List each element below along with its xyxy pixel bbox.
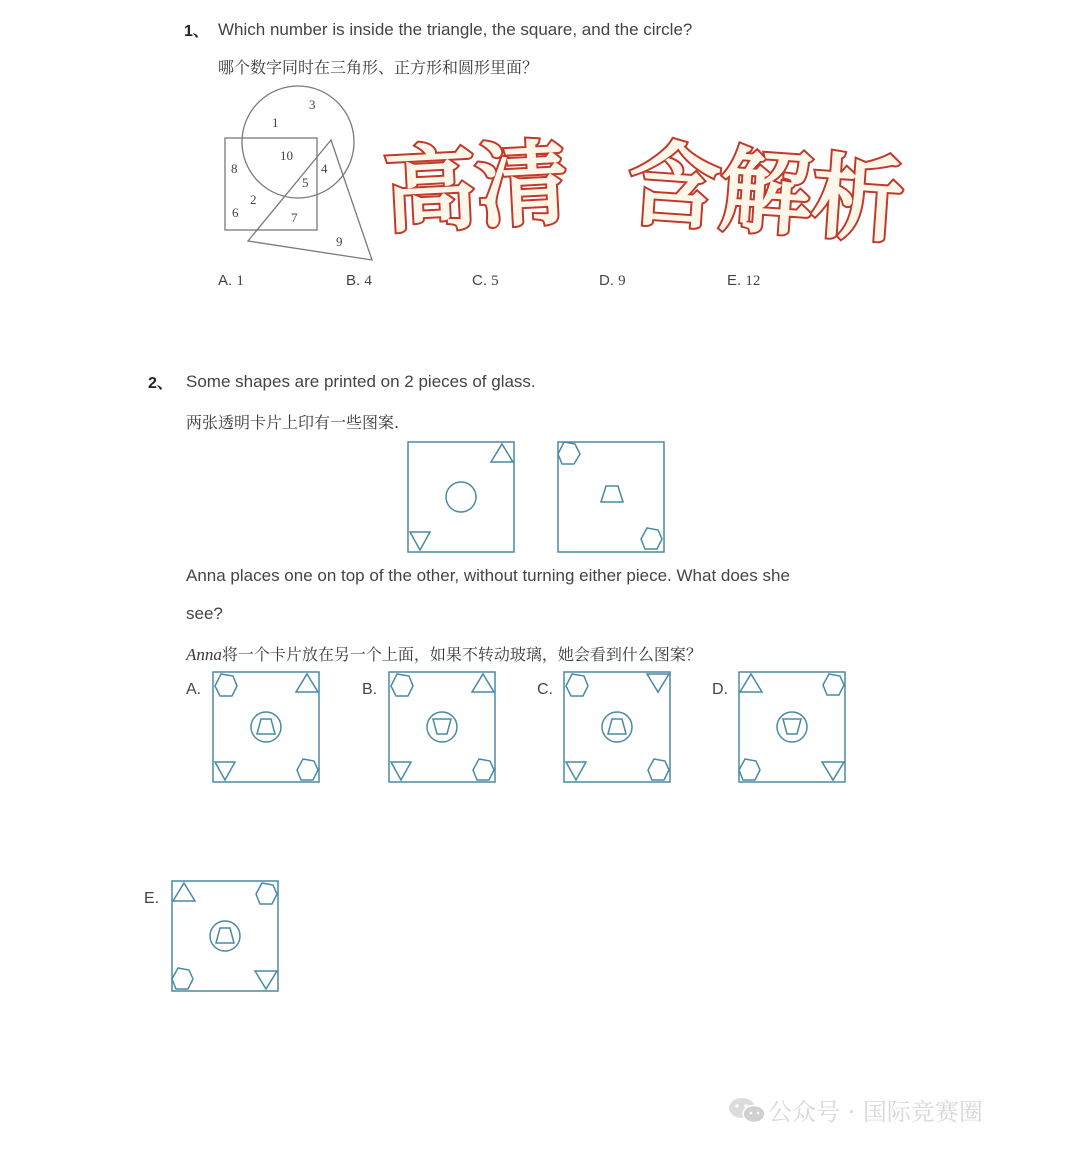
hd-with-solutions-banner [370,95,970,265]
q2-option-c-label: C. [537,681,553,698]
venn-number: 9 [336,234,343,249]
question-1-text-cn: 哪个数字同时在三角形、正方形和圆形里面？ [218,58,539,77]
glass-piece-2 [556,440,666,555]
option-value: 4 [364,273,372,289]
q2-option-b[interactable] [387,670,497,785]
q2-option-e-label: E. [144,890,160,907]
q1-option-a[interactable] [218,272,244,290]
option-letter: B. [346,272,361,289]
venn-number: 5 [302,175,309,190]
glass-piece-1 [406,440,516,555]
q1-option-d[interactable] [599,272,626,290]
question-2-text-cn-2-body: 将一个卡片放在另一个上面，如果不转动玻璃，她会看到什么图案？ [221,645,702,664]
venn-circle [242,86,354,198]
watermark-text: 公众号 · 国际竞赛圈 [768,1098,983,1126]
question-2-text-en-2b: see? [186,604,223,623]
q1-option-e[interactable] [727,272,760,290]
question-2-number: 2、 [148,375,173,392]
venn-triangle [248,140,372,260]
question-2-text-cn-2 [186,642,702,665]
q2-option-c[interactable] [562,670,672,785]
venn-number: 2 [250,192,257,207]
q2-option-d[interactable] [737,670,847,785]
q1-option-b[interactable] [346,272,372,290]
q2-option-a-label: A. [186,681,202,698]
q2-option-b-label: B. [362,681,378,698]
venn-number: 8 [231,161,238,176]
question-1-text-en: Which number is inside the triangle, the square, and the circle? [218,20,693,39]
q2-option-d-label: D. [712,681,728,698]
q2-option-a[interactable] [211,670,321,785]
option-value: 5 [491,273,499,289]
venn-diagram [210,80,390,270]
venn-number: 4 [321,161,328,176]
footer-watermark [726,1092,983,1127]
venn-number: 10 [280,148,293,163]
option-letter: D. [599,272,614,289]
venn-number: 7 [291,210,298,225]
option-value: 12 [745,273,761,289]
q1-option-c[interactable] [472,272,499,290]
venn-number: 3 [309,97,316,112]
banner-text-with-solutions: 含解析 [624,130,908,257]
question-2-text-cn: 两张透明卡片上印有一些图案. [186,413,400,432]
banner-text-hd: 高清 [381,129,572,247]
q2-option-e[interactable] [170,879,280,994]
question-1-number: 1、 [184,23,209,40]
venn-number: 1 [272,115,279,130]
wechat-icon [726,1095,768,1125]
option-letter: C. [472,272,487,289]
option-value: 9 [618,273,626,289]
anna-name: Anna [186,645,222,664]
question-2-text-en: Some shapes are printed on 2 pieces of glass. [186,372,536,391]
question-2-text-en-2a: Anna places one on top of the other, without turning either piece. What does she [186,566,790,585]
option-letter: A. [218,272,233,289]
option-value: 1 [236,273,244,289]
venn-number: 6 [232,205,239,220]
option-letter: E. [727,272,742,289]
